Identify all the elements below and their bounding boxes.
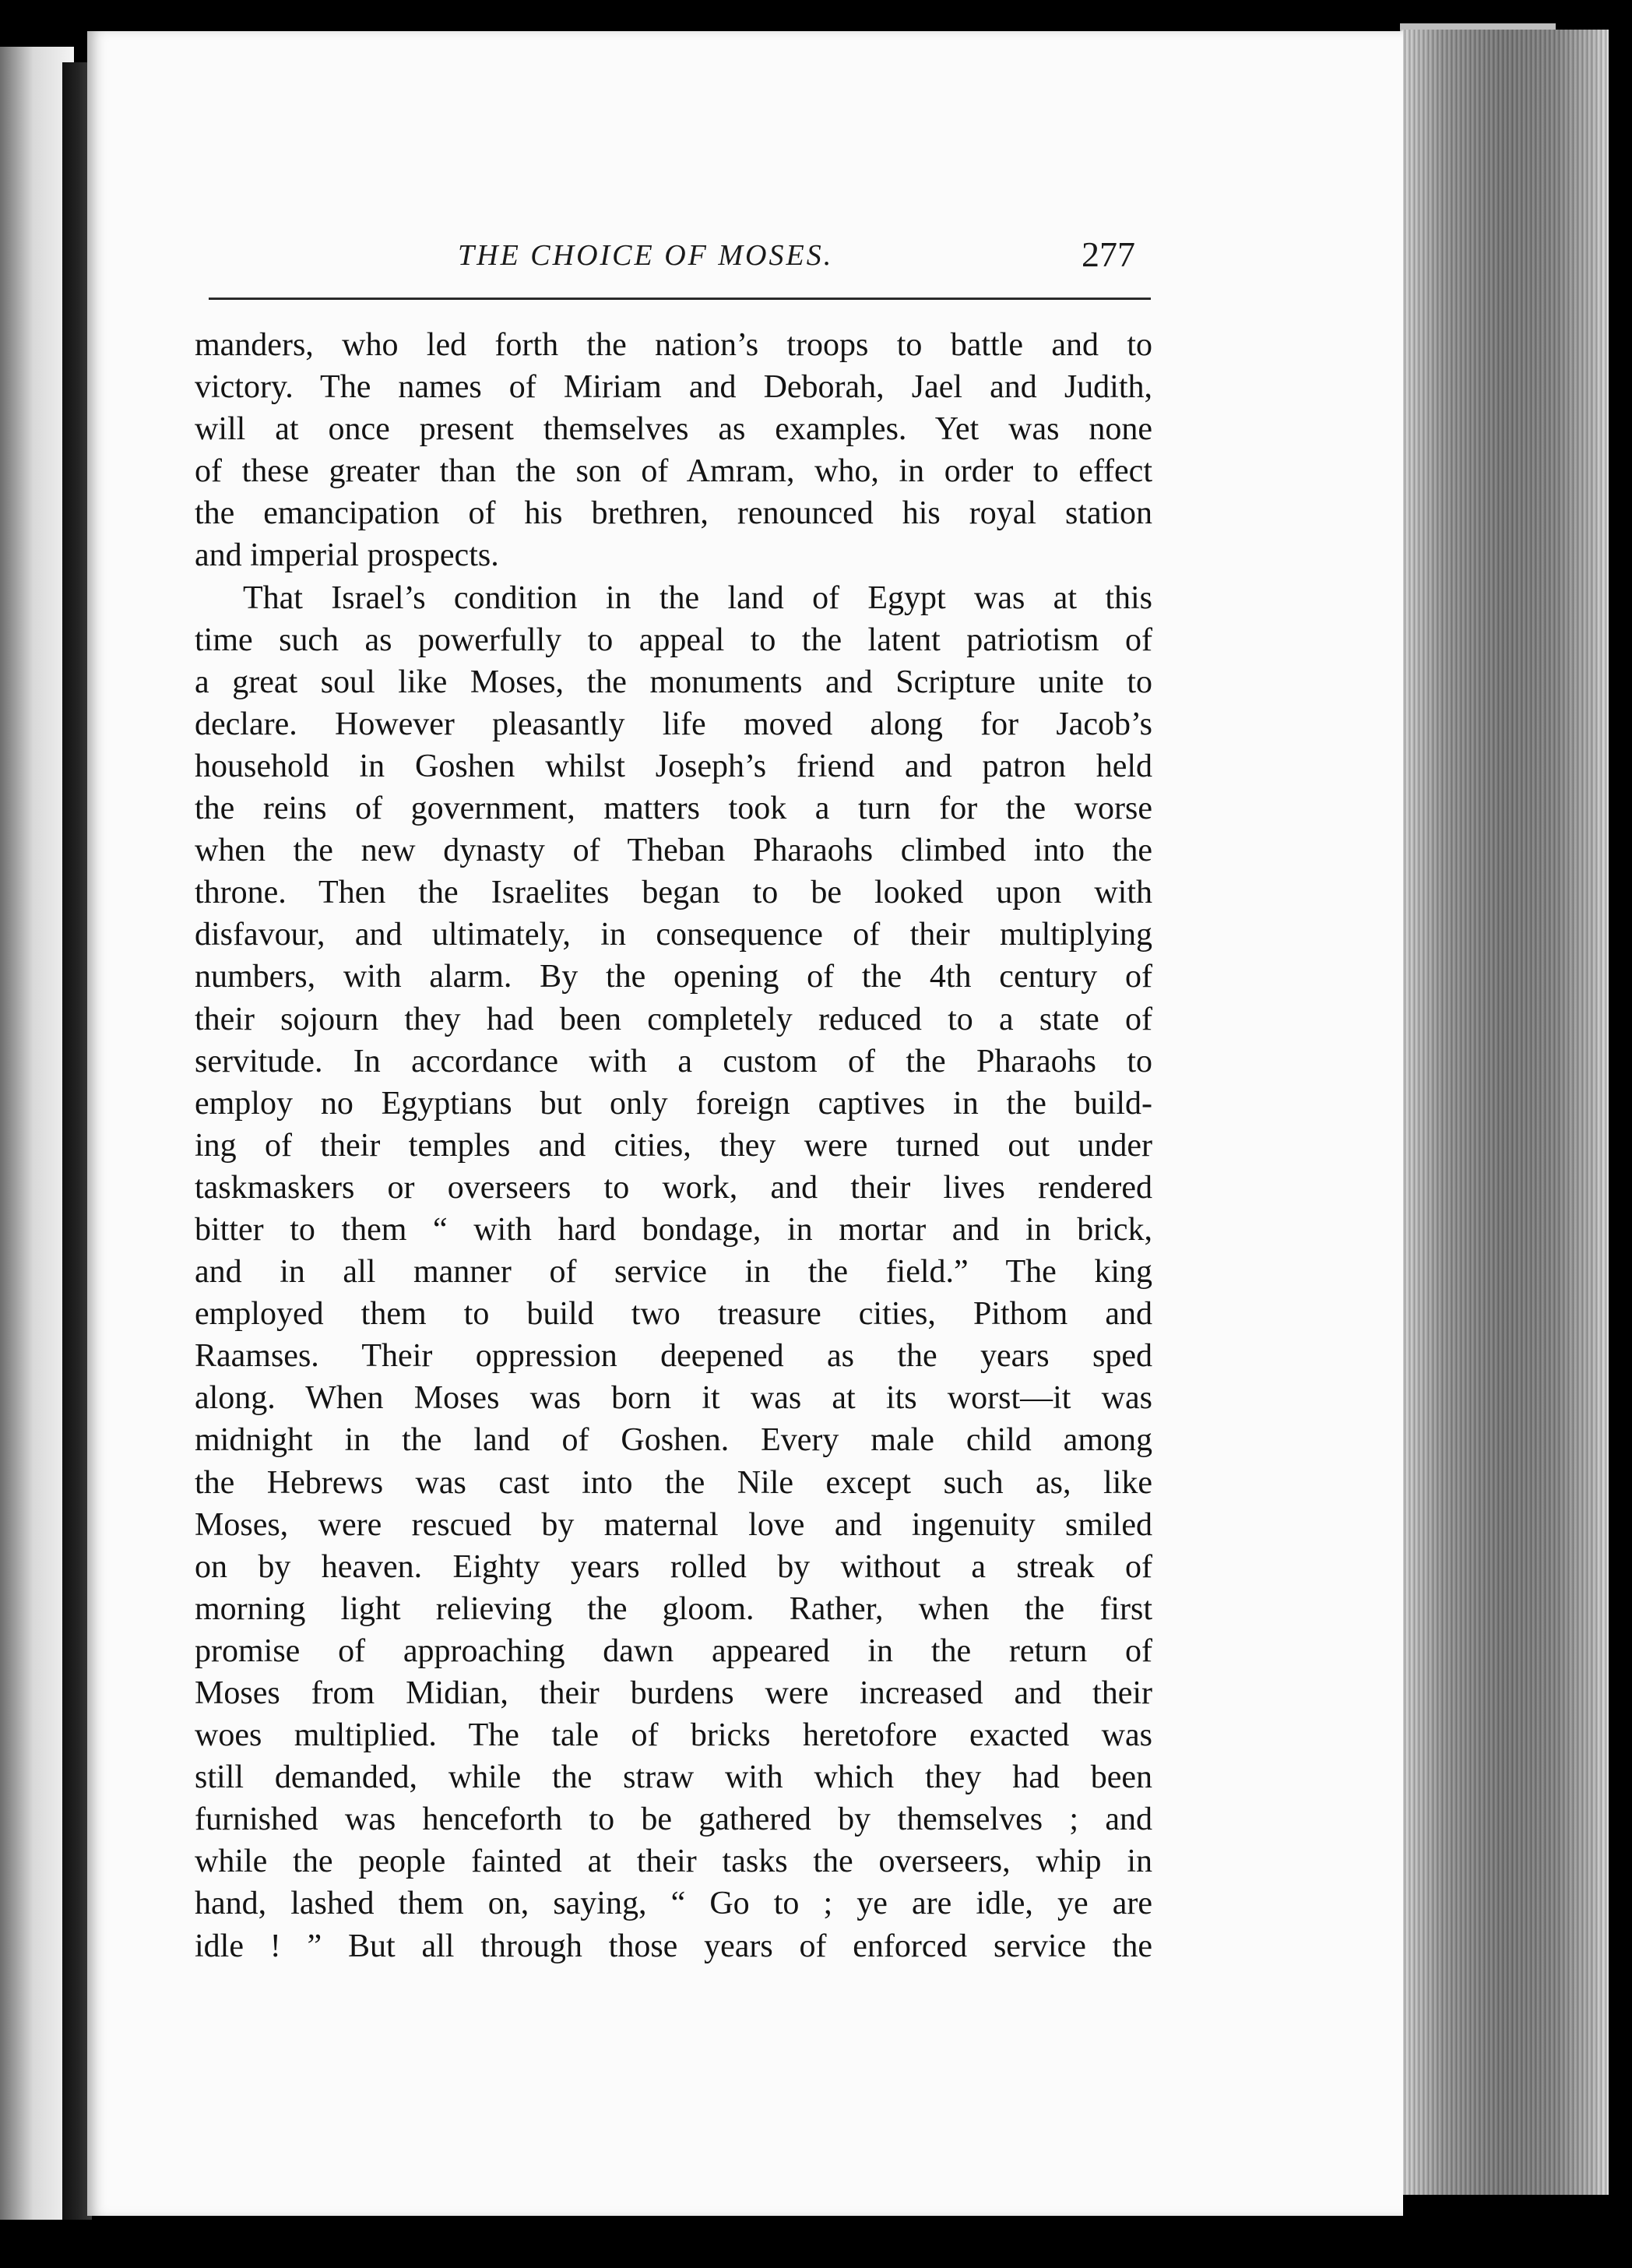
text-line: time such as powerfully to appeal to the latent patriotism of [195,622,1152,658]
text-line: still demanded, while the straw with which they had been [195,1759,1152,1796]
text-line: manders, who led forth the nation’s troops to battle and to [195,327,1152,363]
text-line: employed them to build two treasure cities, Pithom and [195,1296,1152,1333]
text-line: will at once present themselves as examples. Yet was none [195,411,1152,448]
text-line: bitter to them “ with hard bondage, in mortar and in brick, [195,1211,1152,1248]
text-line: servitude. In accordance with a custom of the Pharaohs to [195,1043,1152,1079]
text-line: hand, lashed them on, saying, “ Go to ; ye are idle, ye are [195,1886,1152,1922]
text-line: victory. The names of Miriam and Deborah, Jael and Judith, [195,369,1152,406]
text-line: declare. However pleasantly life moved along for Jacob’s [195,706,1152,742]
text-line: Raamses. Their oppression deepened as the years sped [195,1338,1152,1375]
running-title: THE CHOICE OF MOSES. [458,239,834,272]
text-line: disfavour, and ultimately, in consequence of their multiplying [195,917,1152,953]
text-line: That Israel’s condition in the land of Egypt was at this [243,579,1152,616]
text-line: when the new dynasty of Theban Pharaohs climbed into the [195,833,1152,869]
text-line: the reins of government, matters took a turn for the worse [195,791,1152,827]
page-block-edge [1400,30,1609,2195]
text-line: employ no Egyptians but only foreign captives in the build- [195,1085,1152,1122]
text-line: furnished was henceforth to be gathered by themselves ; and [195,1801,1152,1838]
text-line: and imperial prospects. [195,537,499,574]
text-line: a great soul like Moses, the monuments and Scripture unite to [195,664,1152,700]
text-line: household in Goshen whilst Joseph’s friend and patron held [195,748,1152,784]
text-line: idle ! ” But all through those years of enforced service the [195,1928,1152,1964]
running-head [209,234,1149,282]
text-line: and in all manner of service in the field.” The king [195,1254,1152,1291]
body-text [195,324,1152,1967]
text-line: the emancipation of his brethren, renounced his royal station [195,495,1152,532]
text-line: the Hebrews was cast into the Nile except such as, like [195,1464,1152,1501]
text-line: their sojourn they had been completely reduced to a state of [195,1001,1152,1037]
text-line: ing of their temples and cities, they were turned out under [195,1127,1152,1164]
text-line: morning light relieving the gloom. Rather, when the first [195,1590,1152,1627]
text-line: throne. Then the Israelites began to be looked upon with [195,875,1152,911]
text-line: on by heaven. Eighty years rolled by without a streak of [195,1548,1152,1585]
text-line: woes multiplied. The tale of bricks heretofore exacted was [195,1717,1152,1754]
text-line: of these greater than the son of Amram, who, in order to effect [195,453,1152,490]
text-line: midnight in the land of Goshen. Every male child among [195,1422,1152,1459]
text-line: along. When Moses was born it was at its worst—it was [195,1380,1152,1417]
page-number: 277 [1082,234,1135,274]
text-line: promise of approaching dawn appeared in the return of [195,1632,1152,1669]
text-line: while the people fainted at their tasks the overseers, whip in [195,1844,1152,1880]
text-line: Moses, were rescued by maternal love and ingenuity smiled [195,1506,1152,1543]
text-line: numbers, with alarm. By the opening of the 4th century of [195,959,1152,995]
header-rule [209,298,1151,300]
text-line: taskmaskers or overseers to work, and their lives rendered [195,1169,1152,1206]
text-line: Moses from Midian, their burdens were increased and their [195,1675,1152,1711]
